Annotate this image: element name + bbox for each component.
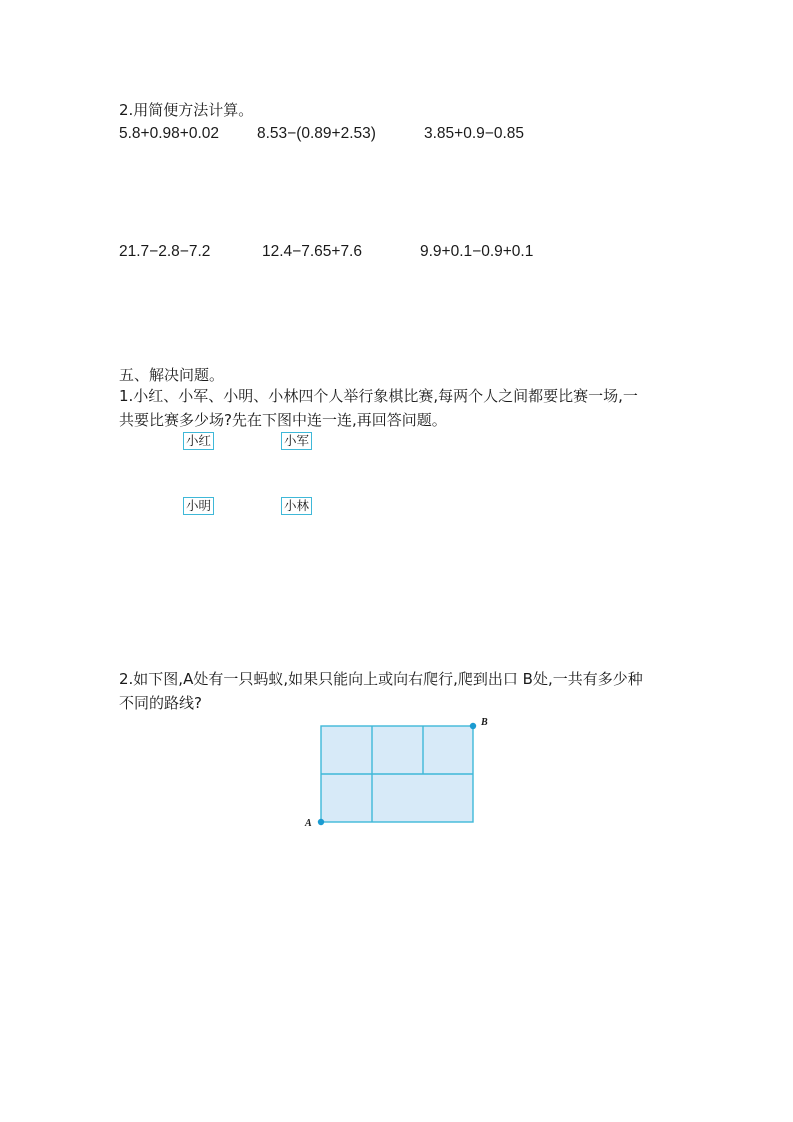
- expression: 5.8+0.98+0.02: [119, 125, 219, 142]
- name-box-xiaolin: 小林: [281, 497, 312, 515]
- calc-heading: 2.用简便方法计算。: [119, 101, 254, 119]
- expression: 12.4−7.65+7.6: [262, 243, 362, 260]
- point-a-dot: [318, 819, 324, 825]
- name-box-xiaohong: 小红: [183, 432, 214, 450]
- expression: 8.53−(0.89+2.53): [257, 125, 376, 142]
- name-box-xiaojun: 小军: [281, 432, 312, 450]
- expression: 3.85+0.9−0.85: [424, 125, 524, 142]
- point-a-label: A: [305, 818, 312, 829]
- question-2-line-2: 不同的路线?: [119, 694, 202, 712]
- expression: 21.7−2.8−7.2: [119, 243, 211, 260]
- section-heading: 五、解决问题。: [119, 366, 225, 384]
- question-2-line-1: 2.如下图,A处有一只蚂蚁,如果只能向上或向右爬行,爬到出口 B处,一共有多少种: [119, 670, 643, 688]
- point-b-label: B: [481, 717, 488, 728]
- name-box-xiaoming: 小明: [183, 497, 214, 515]
- question-1-line-2: 共要比赛多少场?先在下图中连一连,再回答问题。: [119, 411, 447, 429]
- question-1-line-1: 1.小红、小军、小明、小林四个人举行象棋比赛,每两个人之间都要比赛一场,一: [119, 387, 638, 405]
- point-b-dot: [470, 723, 476, 729]
- expression: 9.9+0.1−0.9+0.1: [420, 243, 534, 260]
